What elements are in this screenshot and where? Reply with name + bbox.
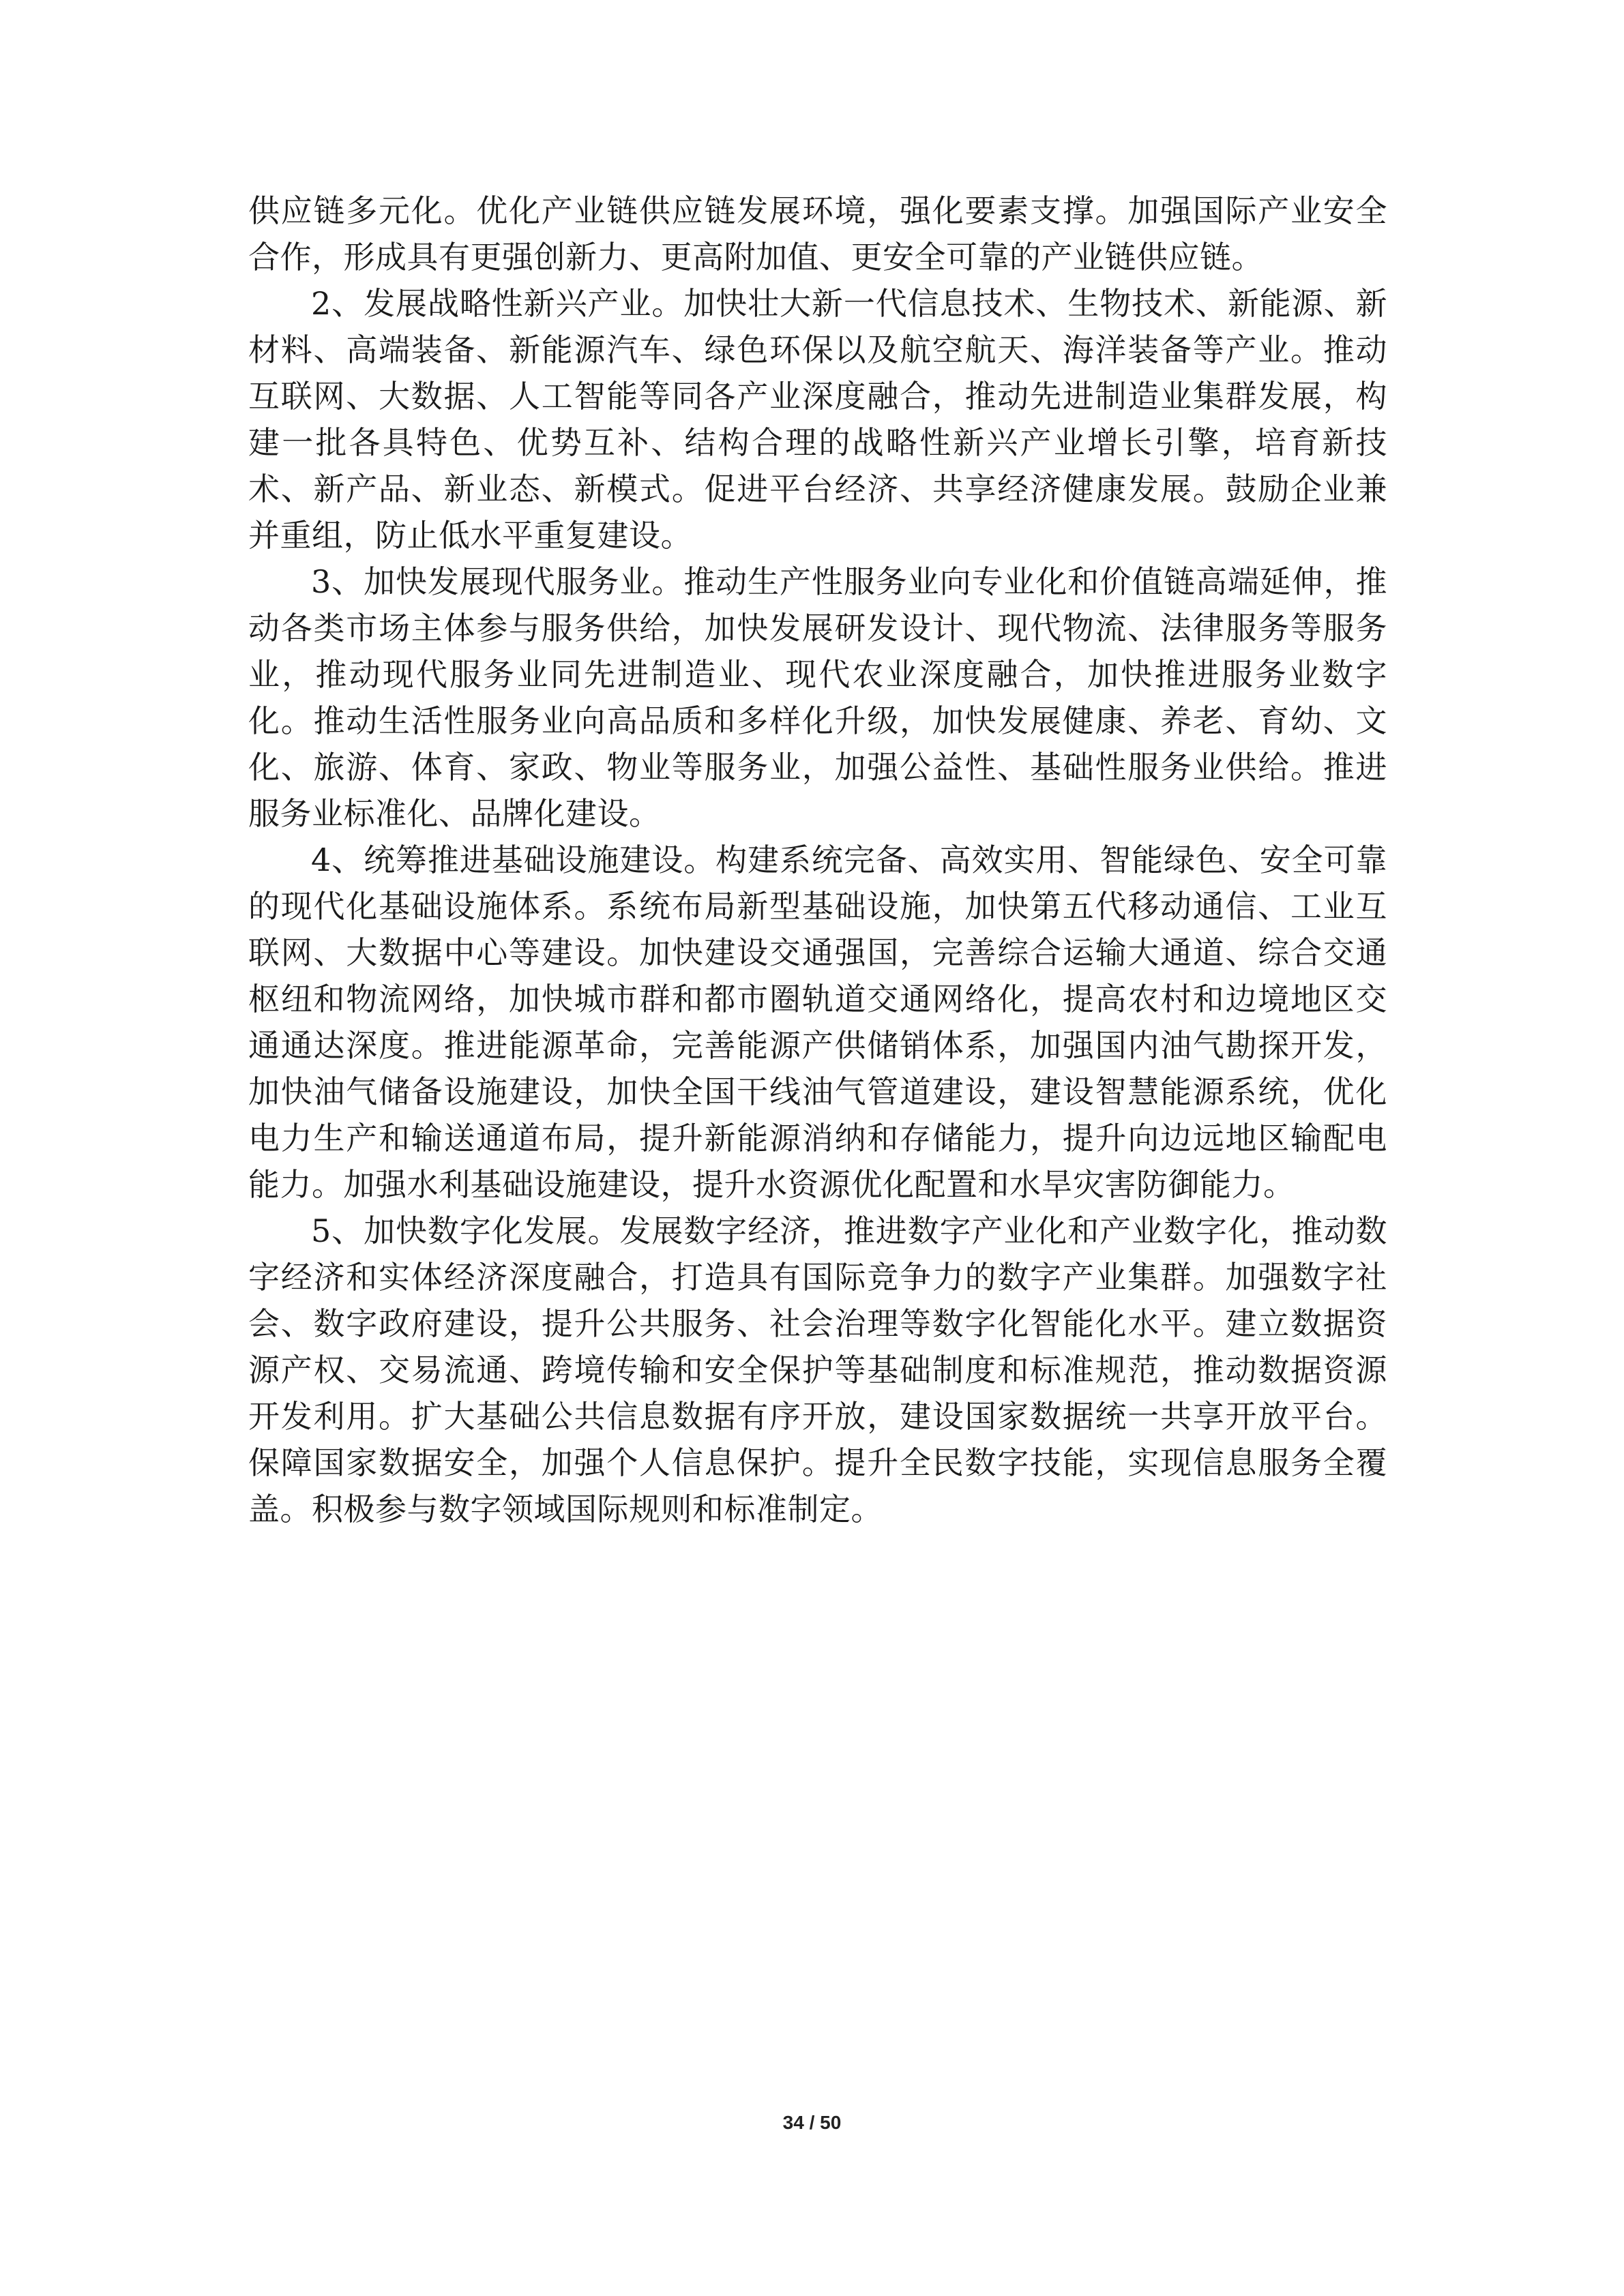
paragraph-continuation: 供应链多元化。优化产业链供应链发展环境，强化要素支撑。加强国际产业安全合作，形成具有更强创新力、更高附加值、更安全可靠的产业链供应链。 xyxy=(248,192,1387,275)
page-number: 34 / 50 xyxy=(782,2112,842,2133)
paragraph-digitalization: 5、加快数字化发展。发展数字经济，推进数字产业化和产业数字化，推动数字经济和实体经济深度融合，打造具有国际竞争力的数字产业集群。加强数字社会、数字政府建设，提升公共服务、社会治理等数字化智能化水平。建立数据资源产权、交易流通、跨境传输和安全保护等基础制度和标准规范，推动数据资源开发利用。扩大基础公共信息数据有序开放，建设国家数据统一共享开放平台。保障国家数据安全，加强个人信息保护。提升全民数字技能，实现信息服务全覆盖。积极参与数字领域国际规则和标准制定。 xyxy=(248,1212,1387,1527)
document-body xyxy=(248,188,1387,1532)
paragraph-infrastructure: 4、统筹推进基础设施建设。构建系统完备、高效实用、智能绿色、安全可靠的现代化基础设施体系。系统布局新型基础设施，加快第五代移动通信、工业互联网、大数据中心等建设。加快建设交通强国，完善综合运输大通道、综合交通枢纽和物流网络，加快城市群和都市圈轨道交通网络化，提高农村和边境地区交通通达深度。推进能源革命，完善能源产供储销体系，加强国内油气勘探开发，加快油气储备设施建设，加快全国干线油气管道建设，建设智慧能源系统，优化电力生产和输送通道布局，提升新能源消纳和存储能力，提升向边远地区输配电能力。加强水利基础设施建设，提升水资源优化配置和水旱灾害防御能力。 xyxy=(248,841,1387,1203)
paragraph-modern-services: 3、加快发展现代服务业。推动生产性服务业向专业化和价值链高端延伸，推动各类市场主体参与服务供给，加快发展研发设计、现代物流、法律服务等服务业，推动现代服务业同先进制造业、现代农业深度融合，加快推进服务业数字化。推动生活性服务业向高品质和多样化升级，加快发展健康、养老、育幼、文化、旅游、体育、家政、物业等服务业，加强公益性、基础性服务业供给。推进服务业标准化、品牌化建设。 xyxy=(248,563,1387,832)
paragraph-emerging-industries: 2、发展战略性新兴产业。加快壮大新一代信息技术、生物技术、新能源、新材料、高端装备、新能源汽车、绿色环保以及航空航天、海洋装备等产业。推动互联网、大数据、人工智能等同各产业深度融合，推动先进制造业集群发展，构建一批各具特色、优势互补、结构合理的战略性新兴产业增长引擎，培育新技术、新产品、新业态、新模式。促进平台经济、共享经济健康发展。鼓励企业兼并重组，防止低水平重复建设。 xyxy=(248,285,1387,554)
